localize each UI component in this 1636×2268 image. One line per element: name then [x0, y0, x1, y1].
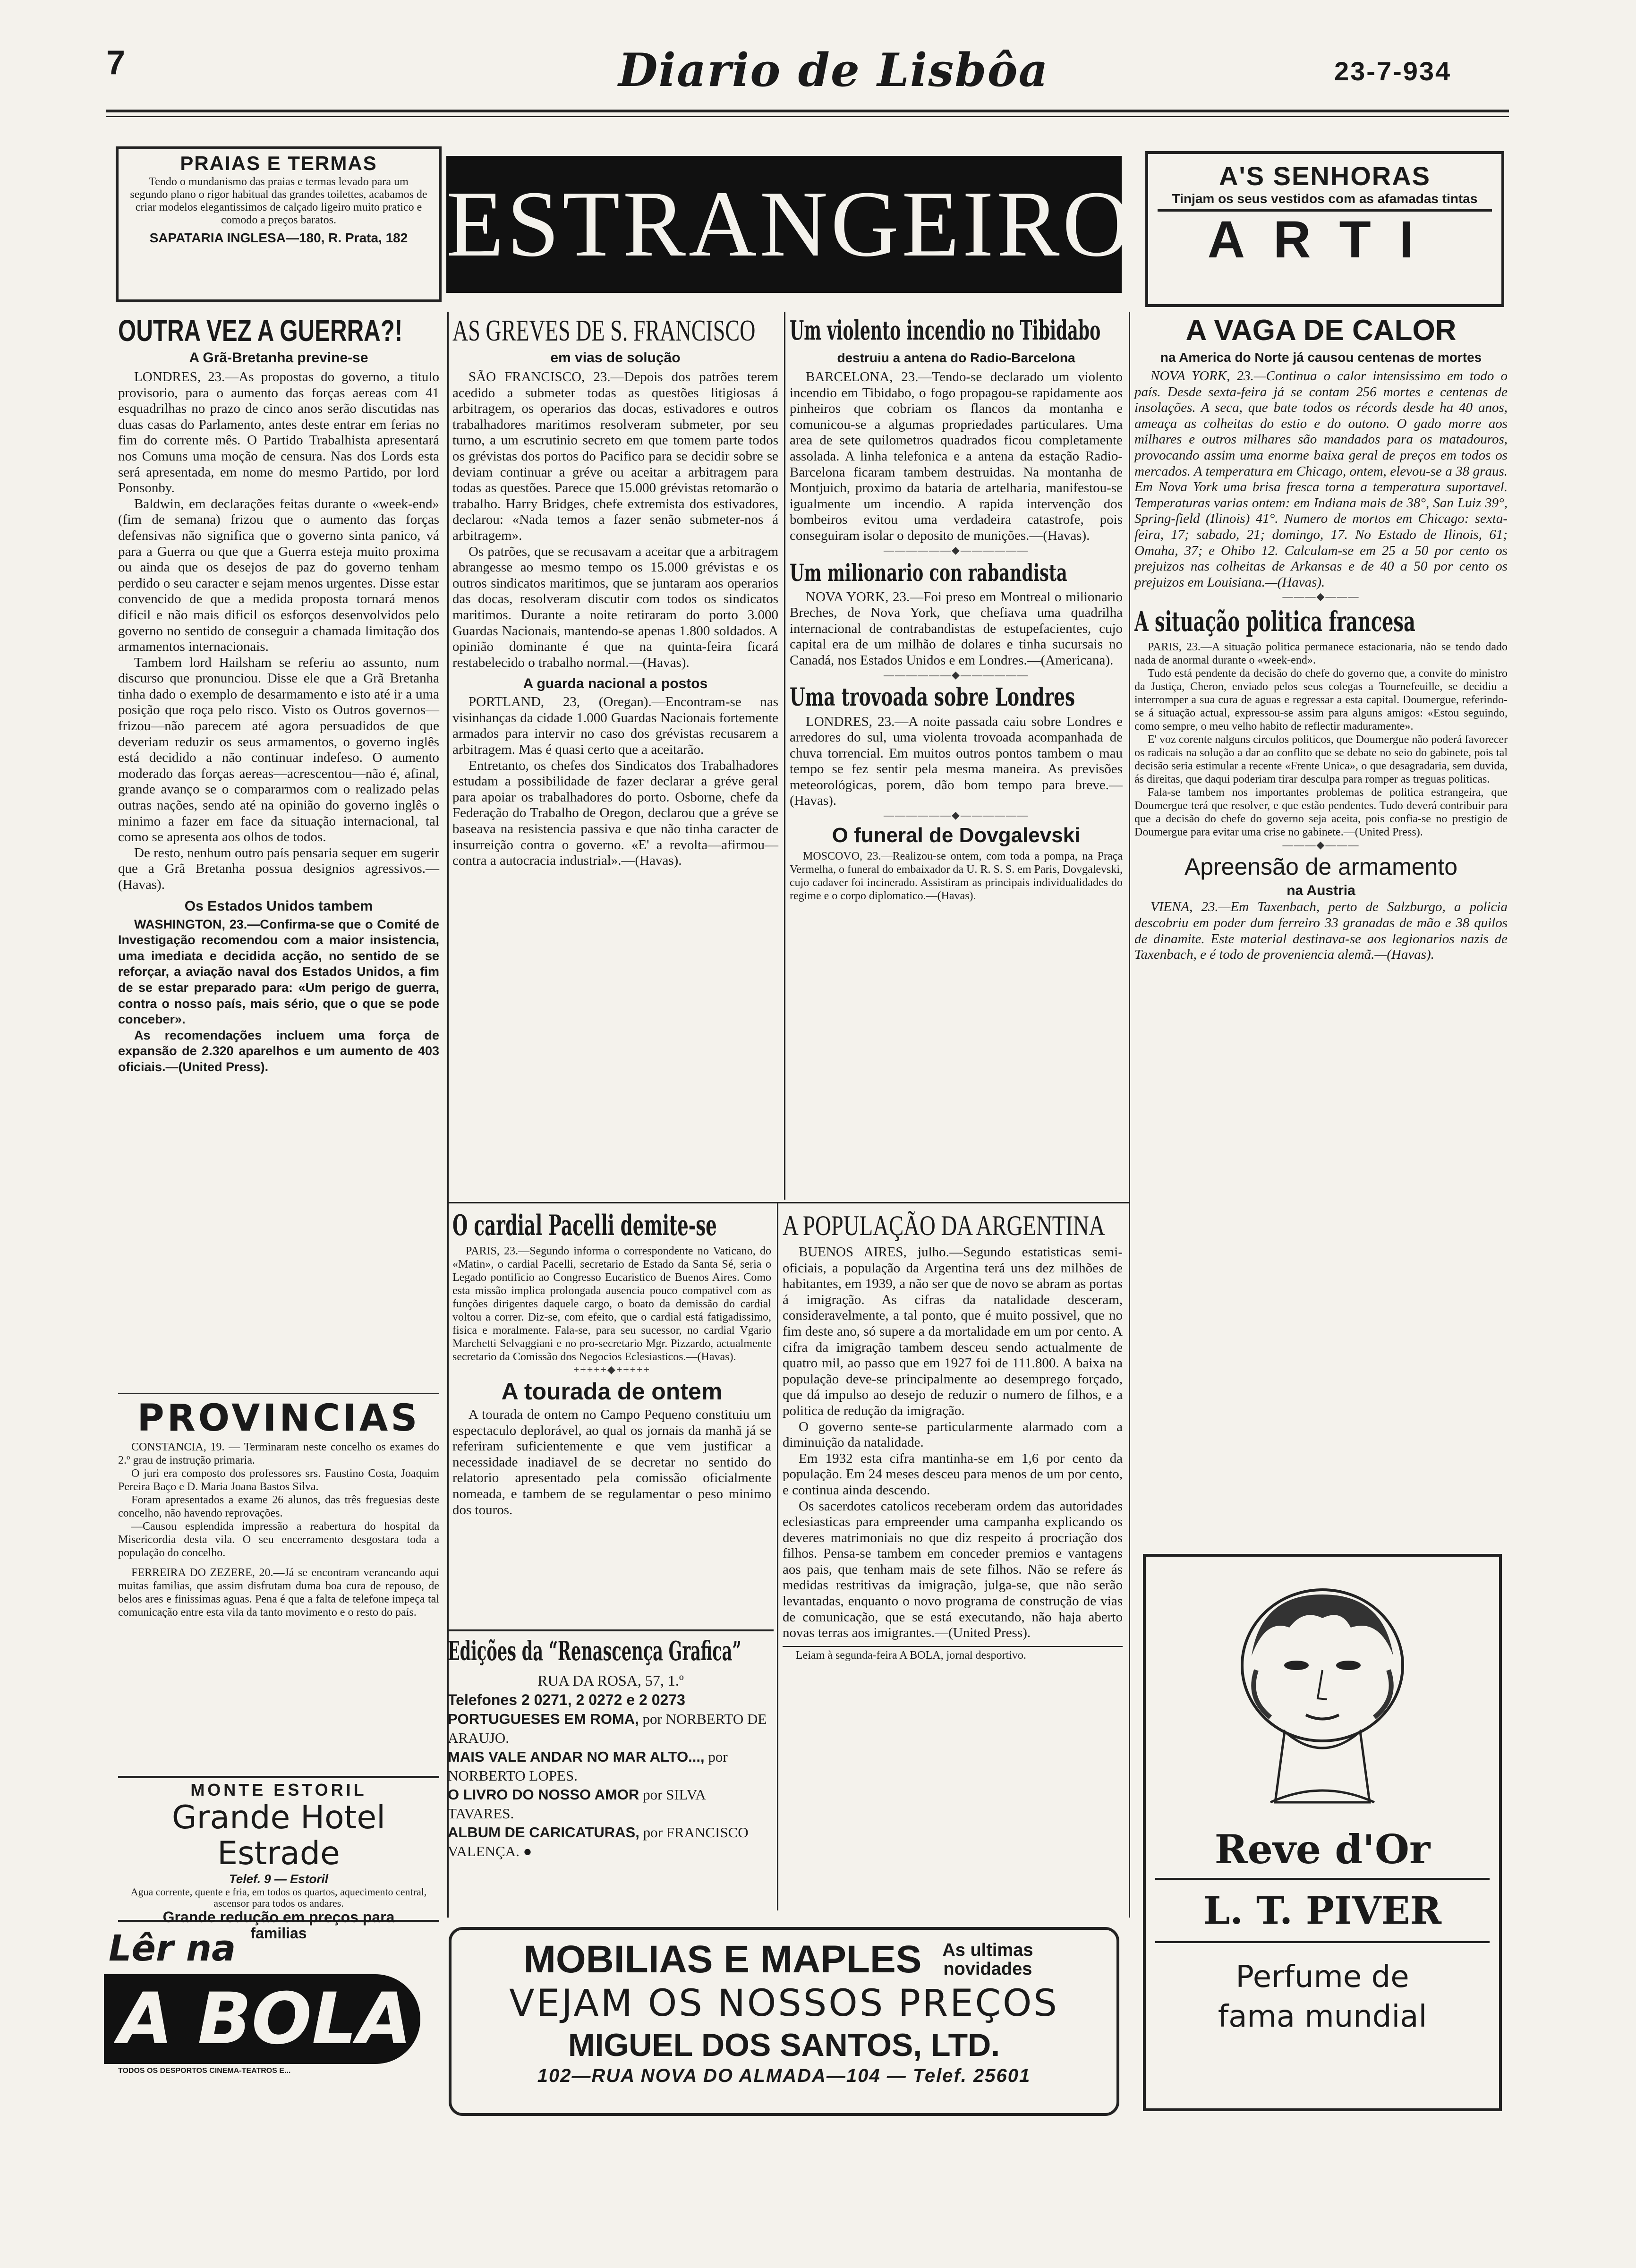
- estrangeiro-banner: [446, 156, 1133, 293]
- guerra-sub: A Grã-Bretanha previne-se: [189, 350, 368, 366]
- calor-article: [1134, 312, 1508, 963]
- arti-line1: A'S SENHORAS: [1218, 161, 1431, 191]
- francesa-p4: Fala-se tambem nos importantes problemas de politica estrangeira, que Doumergue terá que resolver, e que estão pendentes. Tudo deverá contribuir para que a decisão do chefe do governo seja aceita, pois confia-se no prestigio de Doumergue para evitar uma crise no gabinete.—(United Press).: [1134, 786, 1508, 839]
- pacelli-article: [452, 1207, 771, 1518]
- apreensao-sub: na Austria: [1287, 883, 1355, 899]
- pacelli-headline: O cardial Pacelli demite-se: [452, 1209, 717, 1242]
- edicoes-book1: PORTUGUESES EM ROMA,: [448, 1711, 639, 1727]
- guerra-p4: De resto, nenhum outro país pensaria sequer em sugerir que a Grã Bretanha possua designios agressivos.—(Havas).: [118, 845, 439, 892]
- mobilias-line3: MIGUEL DOS SANTOS, LTD.: [568, 2027, 1000, 2063]
- greves-p3: PORTLAND, 23, (Oregan).—Encontram-se nas visinhanças da cidade 1.000 Guardas Nacionais fortemente armados para intervir no caso dos grévistas recusarem a arbitragem. Mas é quasi certo que a aceitarão.: [452, 694, 778, 758]
- edicoes-address: RUA DA ROSA, 57, 1.º: [537, 1672, 684, 1689]
- greves-sub: em vias de solução: [550, 350, 681, 366]
- trovoada-p1: LONDRES, 23.—A noite passada caiu sobre Londres e arredores do sul, uma violenta trovoada acompanhada de chuva torrencial. Em muitos outros pontos tambem o mau tempo se fez sentir pela mesma maneira. As previsões meteorológicas, porem, dão bom tempo para breve.—(Havas).: [790, 714, 1123, 809]
- greves-p4: Entretanto, os chefes dos Sindicatos dos Trabalhadores estudam a possibilidade de fazer declarar a gréve geral para apoiar os trabalhadores do porto. Osborne, chefe da Federação do Trabalho de Oregon, declarou que a gréve se baseava na resistencia passiva e que não tinha caracter de insurreição contra o governo. «E' a revolta—afirmou—contra a autocracia industrial».—(Havas).: [452, 758, 778, 869]
- greves-article: [452, 312, 778, 869]
- funeral-p1: MOSCOVO, 23.—Realizou-se ontem, com toda a pompa, na Praça Vermelha, o funeral do embaixador da U. R. S. S. em Paris, Dovgalevski, cujo cadaver foi incinerado. Assistiram as principais individualidades do regime e o corpo diplomatico.—(Havas).: [790, 850, 1123, 903]
- piver-fama: fama mundial: [1218, 1999, 1427, 2034]
- mobilias-line2: VEJAM OS NOSSOS PREÇOS: [509, 1982, 1059, 2025]
- argentina-p1: BUENOS AIRES, julho.—Segundo estatisticas semi-oficiais, a população da Argentina terá uns dez milhões de habitantes, em 1939, a não ser que de novo se abram as portas á imigração. As cifras da natalidade desceram, consideravelmente, a tal ponto, que é muito possivel, que no fim deste ano, só supere a da mortalidade em um por cento. A cifra da imigração tambem desceu sendo actualmente de quatro mil, ao passo que em 1927 foi de 111.800. A baixa na população deve-se principalmente ao desemprego forçado, que dá impulso ao desejo de reduzir o numero de filhos, e a politica de redução da imigração.: [783, 1245, 1123, 1418]
- provincias-p2: O juri era composto dos professores srs. Faustino Costa, Joaquim Pereira Baço e D. Maria Joana Bastos Silva.: [118, 1467, 439, 1493]
- abola-ad: [104, 1927, 444, 2116]
- col-rule-3: [1129, 312, 1130, 1918]
- abola-brand: A BOLA: [104, 1974, 420, 2064]
- leiam-a-bola: Leiam à segunda-feira A BOLA, jornal desportivo.: [796, 1649, 1026, 1662]
- praias-title: PRAIAS E TERMAS: [180, 152, 377, 174]
- tibidabo-article: [790, 312, 1123, 903]
- funeral-headline: O funeral de Dovgalevski: [832, 824, 1081, 847]
- edicoes-author1: por NORBERTO DE ARAUJO.: [448, 1711, 767, 1746]
- hotel-phone: Telef. 9 — Estoril: [229, 1872, 328, 1886]
- col-rule-mid: [777, 1202, 778, 1910]
- apreensao-p1: VIENA, 23.—Em Taxenbach, perto de Salzburgo, a policia descobriu em poder dum ferreiro 33 granadas de mão e 38 quilos de dinamite. Este material destinava-se aos legionarios nazis de Taxenbach, e é todo de proveniencia alemã.—(Havas).: [1134, 899, 1508, 963]
- provincias-p3: Foram apresentados a exame 26 alunos, das três freguesias deste concelho, não havendo reprovações.: [118, 1494, 439, 1519]
- mobilias-line1: MOBILIAS E MAPLES: [523, 1938, 922, 1981]
- argentina-p2: O governo sente-se particularmente alarmado com a diminuição da natalidade.: [783, 1419, 1123, 1450]
- piver-reve: Reve d'Or: [1214, 1826, 1431, 1873]
- francesa-p3: E' voz corente nalguns circulos politicos, que Doumergue não poderá favorecer os radicais na solução a dar ao conflito que se debate no seio do gabinete, pois tal decisão seria estimular a recente «Frente Unica», o que desagradaria, sem duvida, ás direitas, que daqui poderiam tirar desculpa para romper as treguas politicas.: [1134, 733, 1508, 786]
- masthead-rule-thin: [106, 116, 1509, 117]
- pacelli-p1: PARIS, 23.—Segundo informa o correspondente no Vaticano, do «Matin», o cardial Pacelli, secretario de Estado da Santa Sé, seria o Legado pontificio ao Congresso Eucaristico de Buenos Aires. Como esta missão implica prolongada ausencia pouco compativel com as funções dirigentes daquele cargo, o boato da demissão do cardial voltou a correr. Diz-se, com efeito, que o cardial está fatigadissimo, fisica e moralmente. Fala-se, para seu sucessor, no cardial Vgario Marchetti Selvaggiani e no pro-secretario Mgr. Pizzardo, actualmente secretario da Comissão dos Negocios Eclesiasticos.—(Havas).: [452, 1245, 771, 1363]
- guerra-sub2: Os Estados Unidos tambem: [184, 898, 373, 914]
- provincias-p4: —Causou esplendida impressão a reabertura do hospital da Misericordia desta vila. O seu encerramento desgostara toda a população do concelho.: [118, 1520, 439, 1559]
- tibidabo-sub: destruiu a antena do Radio-Barcelona: [837, 350, 1075, 365]
- piver-portrait: [1200, 1576, 1445, 1812]
- tourada-p1: A tourada de ontem no Campo Pequeno constituiu um espectaculo deplorável, ao qual os jornais da manhã já se referiram suficientemente e que vem justificar a necessidade inadiavel de se decretar no sentido do relatorio apresentado pela comissão oficialmente nomeada, e tambem de se regulamentar o peso minimo dos touros.: [452, 1407, 771, 1518]
- argentina-p3: Em 1932 esta cifra mantinha-se em 1,6 por cento da população. Em 24 meses desceu para menos de um por cento, e continua ainda descendo.: [783, 1450, 1123, 1498]
- guerra-p1: LONDRES, 23.—As propostas do governo, a titulo provisorio, para o aumento das forças aereas com 41 esquadrilhas no prazo de cinco anos serão discutidas nas duas casas do Parlamento, antes deste entrar em ferias no fim do corrente mês. O Partido Trabalhista apresentará nos Comuns uma moção de censura. Nas dos Lords esta será apresentada, em nome do mesmo Partido, por lord Ponsonby.: [118, 369, 439, 496]
- separator: ——————◆——————: [884, 809, 1029, 821]
- mobilias-line4: 102—RUA NOVA DO ALMADA—104 — Telef. 25601: [537, 2065, 1031, 2086]
- hotel-top: MONTE ESTORIL: [190, 1780, 367, 1799]
- edicoes-title: Edições da “Renascença Grafica”: [448, 1636, 741, 1667]
- separator: ———◆———: [1282, 590, 1360, 603]
- guerra-headline: OUTRA VEZ A GUERRA?!: [118, 314, 403, 348]
- calor-headline: A VAGA DE CALOR: [1185, 314, 1457, 347]
- francesa-p2: Tudo está pendente da decisão do chefe do governo que, a convite do ministro da Justiça, Cheron, enviado pelos seus colegas a Tournefeuille, se decidiu a interromper a sua cura de aguas e regressar a esta capital. Doumergue, referindo-se á situação actual, expressou-se assim para alguns amigos: «Estou seguindo, como sempre, o meu velho habito de reflectir maduramente».: [1134, 667, 1508, 733]
- provincias-p1: CONSTANCIA, 19. — Terminaram neste concelho os exames do 2.º grau de instrução primaria.: [118, 1441, 439, 1467]
- greves-p2: Os patrões, que se recusavam a aceitar que a arbitragem abrangesse ao mesmo tempo os 15.000 grévistas e os outros sindicatos maritimos, que se juntaram aos operarios das docas, resolveram discutir com todos os sindicatos maritimos. Durante a noite retiraram do porto 3.000 Guardas Nacionais, mantendo-se apenas 1.800 soldados. A opinião dominante é que na quinta-feira ficará restabelecido o trabalho normal.—(Havas).: [452, 544, 778, 670]
- greves-p1: SÃO FRANCISCO, 23.—Depois dos patrões terem acedido a submeter todas as questões litigiosas á arbitragem, os operarios das docas, estivadores e outros trabalhadores maritimos resolveram submeter, por seu turno, a um escrutinio secreto em que tomem parte todos os grévistas dos portos do Pacifico para se decidir sobre se deviam continuar a gréve ou aceitar a arbitragem para todas as questões. Parece que 15.000 grévistas retomarão o trabalho. Harry Bridges, chefe extremista dos estivadores, declarou: «Nada temos a fazer senão submeter-nos á arbitragem».: [452, 369, 778, 543]
- praias-text: Tendo o mundanismo das praias e termas levado para um segundo plano o rigor habitual das grandes toilettes, acabamos de criar modelos elegantissimos de calçado ligeiro muito pratico e comodo a preços baratos.: [130, 176, 427, 226]
- piver-brand: L. T. PIVER: [1155, 1878, 1490, 1943]
- tibidabo-p1: BARCELONA, 23.—Tendo-se declarado um violento incendio em Tibidabo, o fogo propagou-se rapidamente aos pinheiros que cobriam os flancos da montanha e comunicou-se a algumas propriedades particulares. Uma area de sete quilometros quadrados ficou completamente assolada. A linha telefonica e a antena da estação Radio-Barcelona ficaram tambem destruidas. Na montanha de Montjuich, proximo da bataria de artelharia, manifestou-se igualmente um incendio. A rapida intervenção dos bombeiros evitou uma verdadeira catastrofe, pois conseguiram isolar o deposito de munições.—(Havas).: [790, 369, 1123, 543]
- argentina-p4: Os sacerdotes catolicos receberam ordem das autoridades eclesiasticas para empreender uma campanha explicando os deveres matrimoniais no que diz respeito á procriação dos filhos. Pensa-se tambem em conceder premios e vantagens aos pais, que tenham mais de sete filhos. Não se refere ás medidas restritivas da imigração, julga-se, que não serão levantadas, enquanto o novo programa de construção de vias de comunicação, que se está executando, não haja aberto novas terras aos imigrantes.—(United Press).: [783, 1498, 1123, 1641]
- provincias-p5: FERREIRA DO ZEZERE, 20.—Já se encontram veraneando aqui muitas familias, que assim disfrutam duma boa cura de repouso, de belos ares e finissimas aguas. Pena é que a falta de telefone impeça tal comunicação entre esta vila da tanto movimento e o resto do país.: [118, 1567, 439, 1619]
- mobilias-ad: [449, 1927, 1119, 2116]
- separator: +++++◆+++++: [573, 1364, 650, 1375]
- edicoes-book3: O LIVRO DO NOSSO AMOR: [448, 1786, 639, 1803]
- arti-brand: ARTI: [1158, 209, 1492, 268]
- separator: ——————◆——————: [884, 544, 1029, 556]
- hotel-text: Agua corrente, quente e fria, em todos os quartos, aquecimento central, ascensor para todos os andares.: [130, 1886, 427, 1909]
- hotel-name: Grande Hotel Estrade: [171, 1799, 386, 1872]
- provincias-rule: [118, 1393, 439, 1394]
- greves-sub2: A guarda nacional a postos: [523, 676, 708, 692]
- argentina-article: [783, 1207, 1123, 1662]
- hotel-estrade-ad: [118, 1776, 439, 1942]
- arti-ad: [1145, 151, 1504, 307]
- separator: ———◆———: [1282, 839, 1360, 851]
- masthead-rule: [106, 110, 1509, 112]
- argentina-headline: A POPULAÇÃO DA ARGENTINA: [783, 1210, 1105, 1241]
- guerra-p5: WASHINGTON, 23.—Confirma-se que o Comité de Investigação recomendou com a maior insistencia, uma imediata e decidida acção, no sentido de se reforçar, a aviação naval dos Estados Unidos, a fim de se estar preparado para: «Um perigo de guerra, contra o nosso país, mais sério, que o que se pode conceber».: [118, 917, 439, 1027]
- mid-rule: [449, 1202, 1129, 1203]
- edicoes-phones: Telefones 2 0271, 2 0272 e 2 0273: [448, 1691, 685, 1708]
- newspaper-title: Diario de Lisbôa: [618, 43, 1049, 97]
- edicoes-ad: [448, 1629, 774, 1915]
- edicoes-book2: MAIS VALE ANDAR NO MAR ALTO...,: [448, 1748, 705, 1765]
- edicoes-book4: ALBUM DE CARICATURAS,: [448, 1824, 639, 1841]
- francesa-headline: A situação politica francesa: [1134, 605, 1415, 638]
- issue-date: 23-7-934: [1334, 56, 1452, 86]
- tourada-headline: A tourada de ontem: [501, 1378, 723, 1405]
- edicoes-author2: por NORBERTO LOPES.: [448, 1748, 728, 1784]
- abola-ler: Lêr na: [109, 1927, 236, 1969]
- francesa-p1: PARIS, 23.—A situação politica permanece estacionaria, não se tendo dado nada de anormal durante o «week-end».: [1134, 641, 1508, 667]
- calor-p1: NOVA YORK, 23.—Continua o calor intensissimo em todo o país. Desde sexta-feira já se contam 256 mortes e centenas de insolações. A seca, que bate todos os récords desde ha 40 anos, ameaça as colheitas do estio e do outono. O gado morre aos milhares e outros milhares são mandados para os matadouros, provocando assim uma enorme baixa geral de preços em todos os mercados. A temperatura em Chicago, ontem, elevou-se a 38 graus. Em Nova York uma brisa fresca torna a temperatura suportavel. Temperaturas varias ontem: em Indiana mais de 38°, San Luiz 39°, Spring-field (Ilinois) 41°. Numero de mortos em Chicago: sexta-feira, 17; sabado, 21; domingo, 17. No Estado de Ilinois, 61; Omaha, 37; e Ohibo 12. Calculam-se em 25 a 50 por cento os prejuizos nas colheitas de Arkansas e de 40 a 50 por cento os prejuizos em Louisiana.—(Havas).: [1134, 368, 1508, 590]
- praias-termas-ad: [116, 146, 442, 302]
- separator: ——————◆——————: [884, 668, 1029, 681]
- guerra-p2: Baldwin, em declarações feitas durante o «week-end» (fim de semana) frizou que o aumento das forças defensivas não significa que o governo sinta panico, vá para a Guerra ou que que a Guerra esteja muito proxima ou ainda que os desejos de paz do governo tenham perdido o seu caracter e sejam menos urgentes. Disse estar convencido de que a medida proposta tornará menos dificil e não mais dificil os esforços desenvolvidos pelo governo no sentido de conseguir a chamada limitação dos armamentos internacionais.: [118, 496, 439, 655]
- guerra-article: [118, 312, 439, 1075]
- milionario-p1: NOVA YORK, 23.—Foi preso em Montreal o milionario Breches, de Nova York, que chefiava uma quadrilha internacional de contrabandistas de estupefacientes, cujo capital era de um milhão de dolares e tinha sucursais no Canadá, nos Estados Unidos e em Londres.—(Americana).: [790, 589, 1123, 668]
- greves-headline: AS GREVES DE S. FRANCISCO: [452, 314, 756, 347]
- provincias-title: PROVINCIAS: [137, 1397, 420, 1440]
- col-rule-2: [784, 312, 785, 1200]
- provincias-section: [118, 1398, 439, 1619]
- abola-tag: TODOS OS DESPORTOS CINEMA-TEATROS E...: [118, 2067, 291, 2075]
- praias-footer: SAPATARIA INGLESA—180, R. Prata, 182: [149, 230, 408, 245]
- mobilias-side: As ultimas novidades: [942, 1940, 1033, 1979]
- tibidabo-headline: Um violento incendio no Tibidabo: [790, 315, 1101, 346]
- piver-ad: [1143, 1554, 1502, 2111]
- estrangeiro-text: ESTRANGEIRO: [446, 172, 1133, 276]
- piver-perfume: Perfume de: [1236, 1960, 1409, 1995]
- edicoes-author4: por FRANCISCO VALENÇA. ●: [448, 1824, 749, 1859]
- guerra-p3: Tambem lord Hailsham se referiu ao assunto, num discurso que pronunciou. Disse ele que a Grã Bretanha tinha dado o exemplo de desarmamento e isto até ir a uma posição que roça pelo risco. Visto os Outros governos—frizou—não parecem até agora persuadidos de que deveriam reduzir os seus armamentos, o governo inglês está decidido a não continuar indefeso. O aumento moderado das forças aereas—acrescentou—não é, afinal, grande avanço se o compararmos com o realizado pelas outras nações, sendo até na opinião do governo inglês o minimo a fazer em face da situação internacional, tal como se apresenta aos olhos de todos.: [118, 655, 439, 845]
- guerra-p6: As recomendações incluem uma força de expansão de 2.320 aparelhos e um aumento de 403 oficiais.—(United Press).: [118, 1028, 439, 1074]
- page-number: 7: [106, 44, 126, 82]
- apreensao-headline: Apreensão de armamento: [1184, 853, 1458, 880]
- edicoes-author3: por SILVA TAVARES.: [448, 1786, 705, 1822]
- hotel-reduction: Grande redução em preços para familias: [162, 1909, 395, 1942]
- milionario-headline: Um milionario con rabandista: [790, 558, 1067, 587]
- trovoada-headline: Uma trovoada sobre Londres: [790, 682, 1075, 712]
- calor-sub: na America do Norte já causou centenas de mortes: [1160, 350, 1482, 365]
- arti-line2: Tinjam os seus vestidos com as afamadas tintas: [1172, 191, 1478, 206]
